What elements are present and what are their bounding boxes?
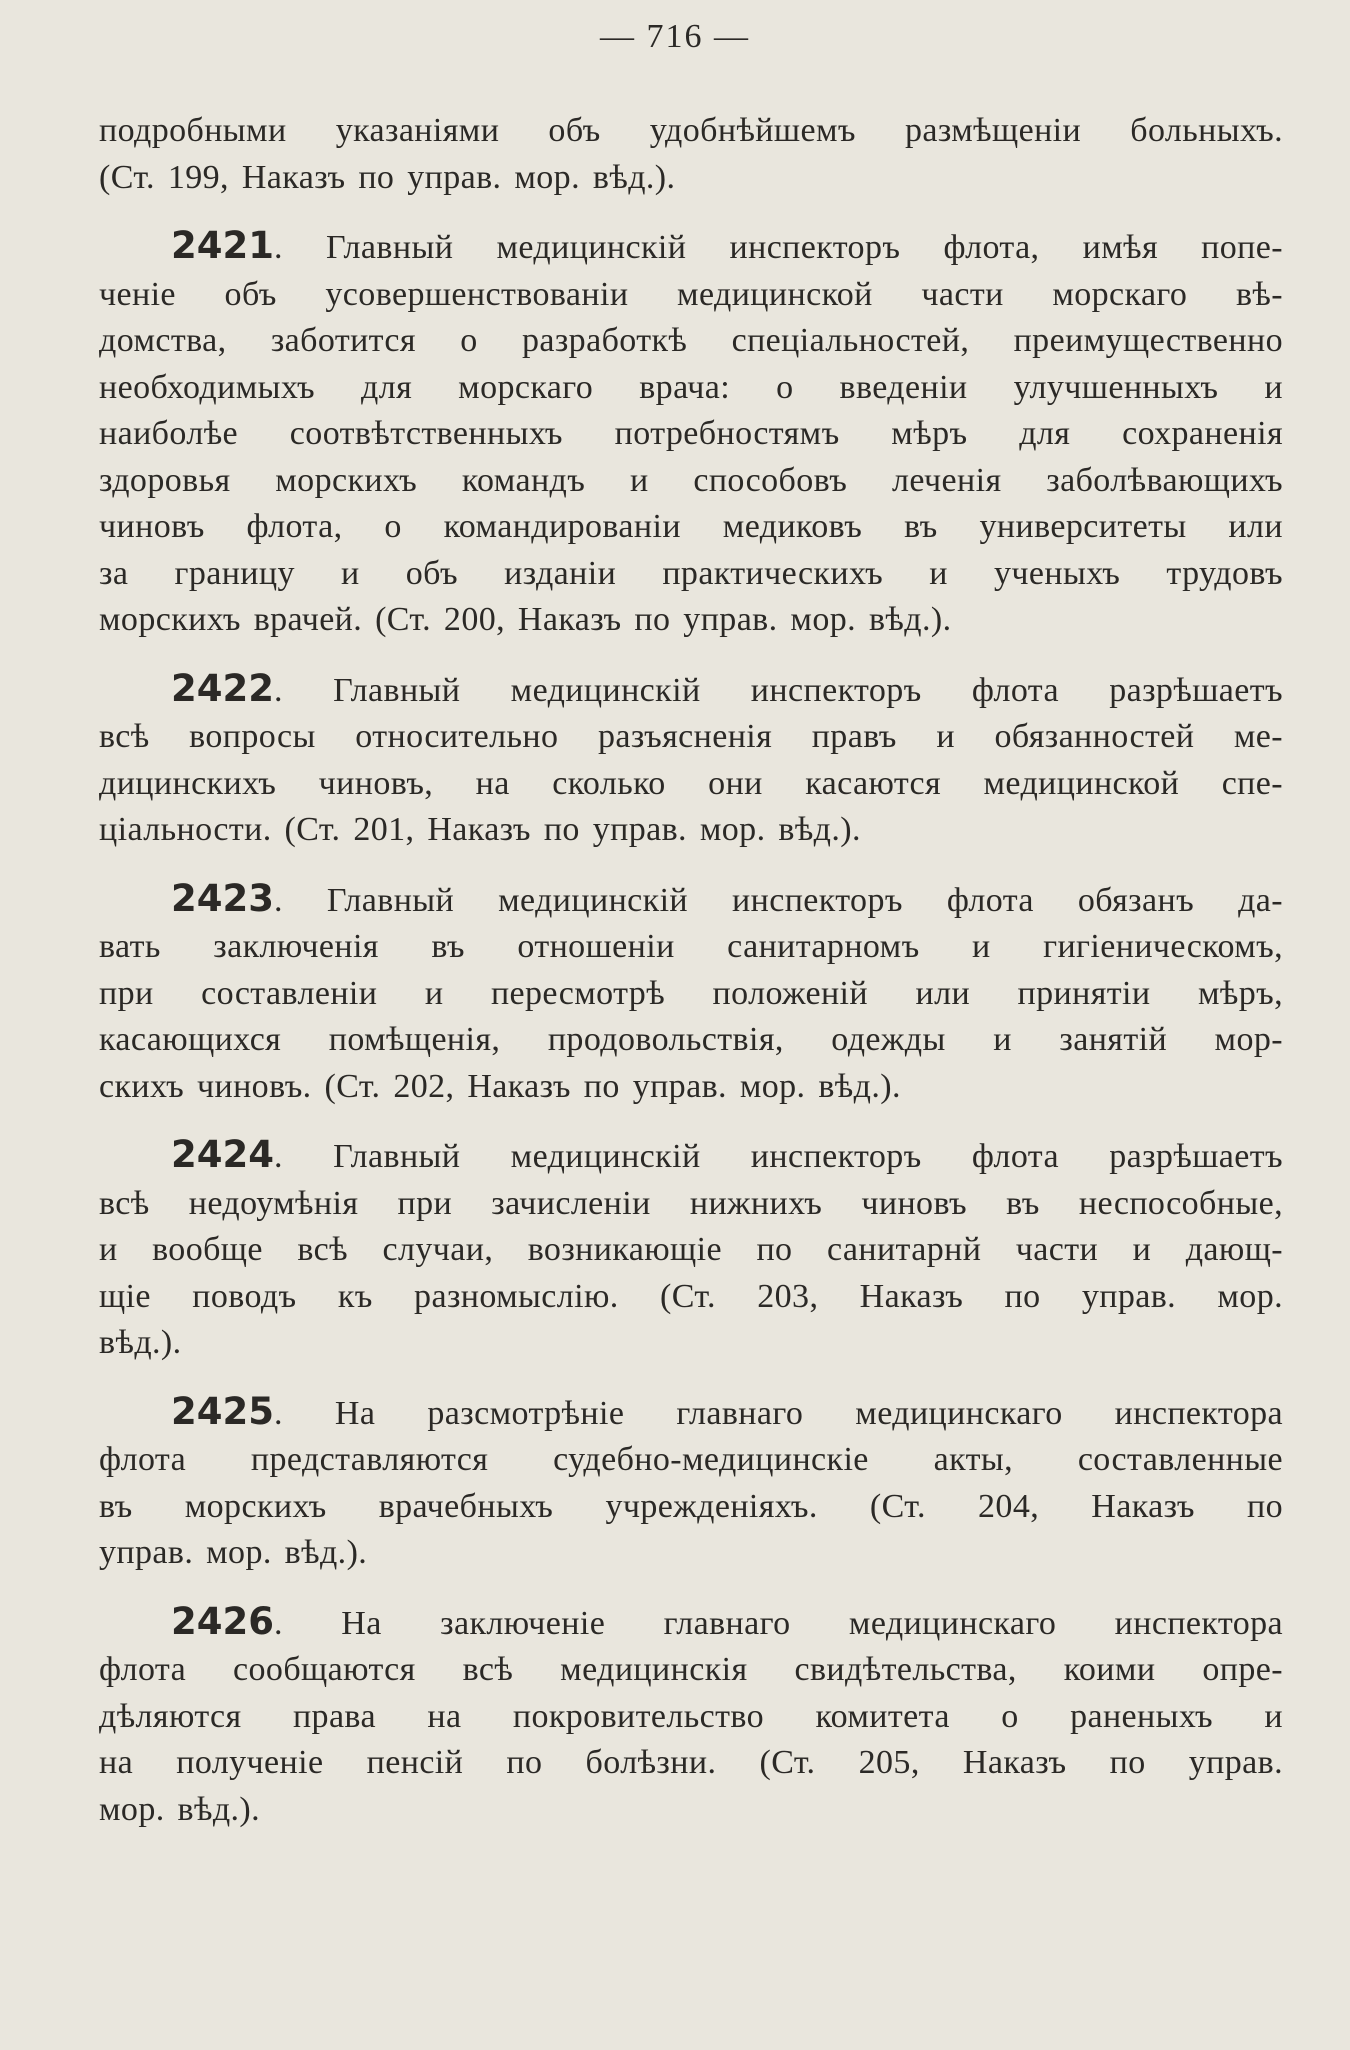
page-number: — 716 — <box>600 18 750 55</box>
text-line: на полученіе пенсій по болѣзни. (Ст. 205, Наказъ по управ. <box>99 1744 1283 1781</box>
text-line-part: . На разсмотрѣніе главнаго медицинскаго инспектора <box>273 1394 1283 1432</box>
text-line: всѣ вопросы относительно разъясненія правъ и обязанностей ме- <box>99 718 1283 755</box>
text-line: скихъ чиновъ. (Ст. 202, Наказъ по управ. мор. вѣд.). <box>99 1067 901 1105</box>
text-line: чиновъ флота, о командированіи медиковъ въ университеты или <box>99 508 1283 545</box>
text-line: всѣ недоумѣнія при зачисленіи нижнихъ чиновъ въ неспособные, <box>99 1184 1283 1222</box>
text-line: ціальности. (Ст. 201, Наказъ по управ. мор. вѣд.). <box>99 811 861 848</box>
text-line-part: . Главный медицинскій инспекторъ флота разрѣшаетъ <box>273 671 1283 709</box>
text-line-part: . Главный медицинскій инспекторъ флота, имѣя попе- <box>273 229 1283 266</box>
text-line <box>99 1132 1283 1181</box>
article-number: 2425 <box>171 1389 274 1433</box>
article-2423 <box>99 876 1283 1111</box>
article-2426 <box>99 1599 1283 1834</box>
article-number: 2426 <box>171 1599 274 1643</box>
article-number: 2422 <box>171 666 274 710</box>
text-line: при составленіи и пересмотрѣ положеній или принятіи мѣръ, <box>99 974 1283 1012</box>
text-line-part: . Главный медицинскій инспекторъ флота разрѣшаетъ <box>273 1138 1283 1175</box>
article-2425 <box>99 1389 1283 1577</box>
article-2424 <box>99 1132 1283 1367</box>
article-number: 2424 <box>171 1133 274 1176</box>
text-line <box>99 666 1283 715</box>
text-line: касающихся помѣщенія, продовольствія, одежды и занятій мор- <box>99 1021 1283 1058</box>
text-line: въ морскихъ врачебныхъ учрежденіяхъ. (Ст. 204, Наказъ по <box>99 1487 1283 1525</box>
text-line: мор. вѣд.). <box>99 1790 261 1828</box>
text-line: необходимыхъ для морскаго врача: о введеніи улучшенныхъ и <box>99 368 1283 406</box>
text-line: (Ст. 199, Наказъ по управ. мор. вѣд.). <box>99 158 676 196</box>
article-number: 2423 <box>171 876 274 920</box>
article-2421 <box>99 223 1283 644</box>
text-line: домства, заботится о разработкѣ спеціальностей, преимущественно <box>99 322 1283 359</box>
text-line <box>99 876 1283 925</box>
text-line <box>99 1599 1283 1648</box>
text-line-part: . На заключеніе главнаго медицинскаго инспектора <box>273 1604 1283 1642</box>
text-line: за границу и объ изданіи практическихъ и ученыхъ трудовъ <box>99 554 1283 592</box>
text-line: флота представляются судебно-медицинскіе акты, составленные <box>99 1441 1283 1478</box>
text-line: управ. мор. вѣд.). <box>99 1534 368 1571</box>
text-line: щіе поводъ къ разномыслію. (Ст. 203, Наказъ по управ. мор. <box>99 1277 1283 1315</box>
text-line: вать заключенія въ отношеніи санитарномъ и гигіеническомъ, <box>99 928 1283 965</box>
text-line: и вообще всѣ случаи, возникающіе по санитарнй части и дающ- <box>99 1231 1283 1268</box>
text-line: ченіе объ усовершенствованіи медицинской части морскаго вѣ- <box>99 275 1283 313</box>
text-line: морскихъ врачей. (Ст. 200, Наказъ по управ. мор. вѣд.). <box>99 601 952 638</box>
article-2422 <box>99 666 1283 854</box>
body-text <box>99 108 1283 1855</box>
paragraph-continuation <box>99 108 1283 201</box>
article-number: 2421 <box>171 224 274 267</box>
text-line <box>99 223 1283 272</box>
text-line <box>99 1389 1283 1438</box>
text-line: подробными указаніями объ удобнѣйшемъ размѣщеніи больныхъ. <box>99 112 1283 149</box>
text-line: здоровья морскихъ командъ и способовъ леченія заболѣвающихъ <box>99 461 1283 499</box>
text-line: дѣляются права на покровительство комитета о раненыхъ и <box>99 1697 1283 1735</box>
text-line: наиболѣе соотвѣтственныхъ потребностямъ мѣръ для сохраненія <box>99 415 1283 452</box>
text-line-part: . Главный медицинскій инспекторъ флота обязанъ да- <box>273 881 1283 919</box>
text-line: флота сообщаются всѣ медицинскія свидѣтельства, коими опре- <box>99 1651 1283 1688</box>
text-line: вѣд.). <box>99 1324 182 1361</box>
text-line: дицинскихъ чиновъ, на сколько они касаются медицинской спе- <box>99 764 1283 802</box>
